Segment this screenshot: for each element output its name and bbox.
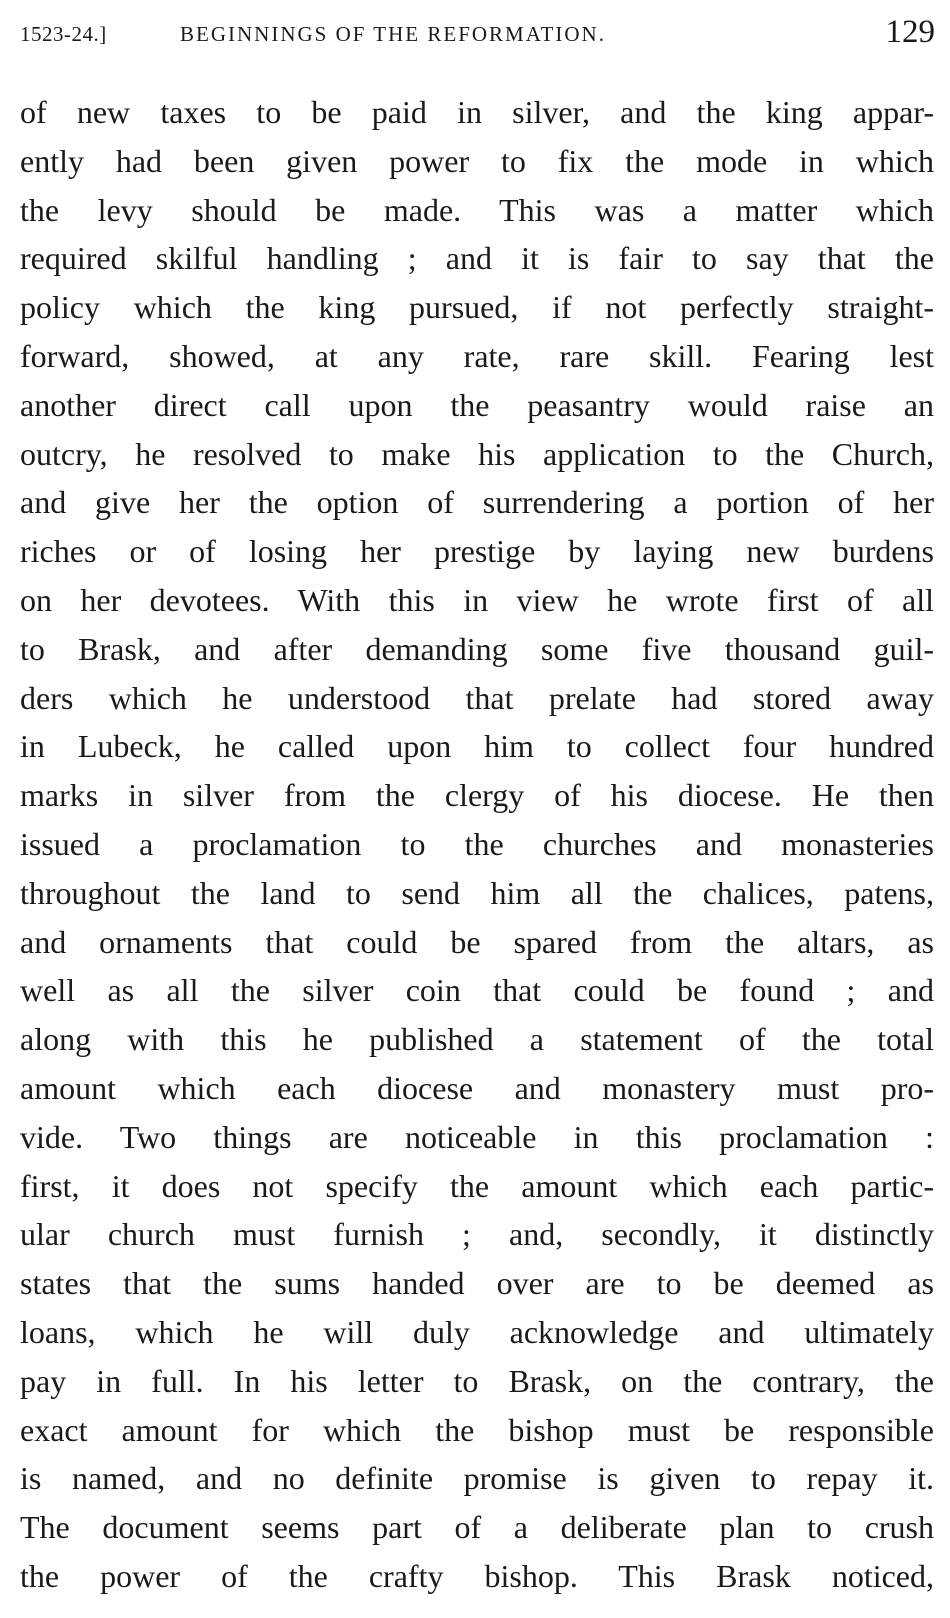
- body-paragraph: [20, 88, 934, 1601]
- text-line: pay in full. In his letter to Brask, on the contrary, the: [20, 1362, 934, 1399]
- text-line: to Brask, and after demanding some five thousand guil-: [20, 630, 934, 667]
- text-line: of new taxes to be paid in silver, and the king appar-: [20, 94, 934, 130]
- text-line: the levy should be made. This was a matter which: [20, 191, 934, 228]
- running-head-title: BEGINNINGS OF THE REFORMATION.: [180, 22, 606, 46]
- text-line: ular church must furnish ; and, secondly, it distinctly: [20, 1216, 934, 1253]
- text-line: ently had been given power to fix the mode in which: [20, 142, 934, 179]
- running-head: [20, 14, 935, 54]
- text-line: forward, showed, at any rate, rare skill. Fearing lest: [20, 337, 934, 374]
- text-line: marks in silver from the clergy of his diocese. He then: [20, 777, 934, 814]
- running-head-date-range: 1523-24.]: [20, 22, 107, 46]
- text-line: amount which each diocese and monastery must pro-: [20, 1069, 934, 1106]
- text-line: The document seems part of a deliberate plan to crush: [20, 1509, 934, 1546]
- text-line: is named, and no definite promise is given to repay it.: [20, 1460, 934, 1497]
- text-line: well as all the silver coin that could be found ; and: [20, 972, 934, 1009]
- text-line: issued a proclamation to the churches and monasteries: [20, 825, 934, 862]
- text-line: and give her the option of surrendering a portion of her: [20, 484, 934, 521]
- text-line: outcry, he resolved to make his application to the Church,: [20, 435, 934, 472]
- text-line: and ornaments that could be spared from the altars, as: [20, 923, 934, 960]
- text-line: ders which he understood that prelate had stored away: [20, 679, 934, 716]
- text-line: on her devotees. With this in view he wrote first of all: [20, 581, 934, 618]
- text-line: vide. Two things are noticeable in this proclamation :: [20, 1118, 934, 1155]
- text-line: another direct call upon the peasantry would raise an: [20, 386, 934, 423]
- text-line: along with this he published a statement of the total: [20, 1021, 934, 1058]
- text-line: states that the sums handed over are to be deemed as: [20, 1265, 934, 1302]
- text-line: policy which the king pursued, if not perfectly straight-: [20, 289, 934, 326]
- text-line: riches or of losing her prestige by laying new burdens: [20, 533, 934, 570]
- text-line: required skilful handling ; and it is fair to say that the: [20, 240, 934, 277]
- text-line: the power of the crafty bishop. This Brask noticed,: [20, 1557, 934, 1594]
- text-line: exact amount for which the bishop must be responsible: [20, 1411, 934, 1448]
- text-line: first, it does not specify the amount which each partic-: [20, 1167, 934, 1204]
- page-number: 129: [885, 14, 935, 50]
- text-line: in Lubeck, he called upon him to collect four hundred: [20, 728, 934, 765]
- text-line: loans, which he will duly acknowledge and ultimately: [20, 1313, 934, 1350]
- text-line: throughout the land to send him all the chalices, patens,: [20, 874, 934, 911]
